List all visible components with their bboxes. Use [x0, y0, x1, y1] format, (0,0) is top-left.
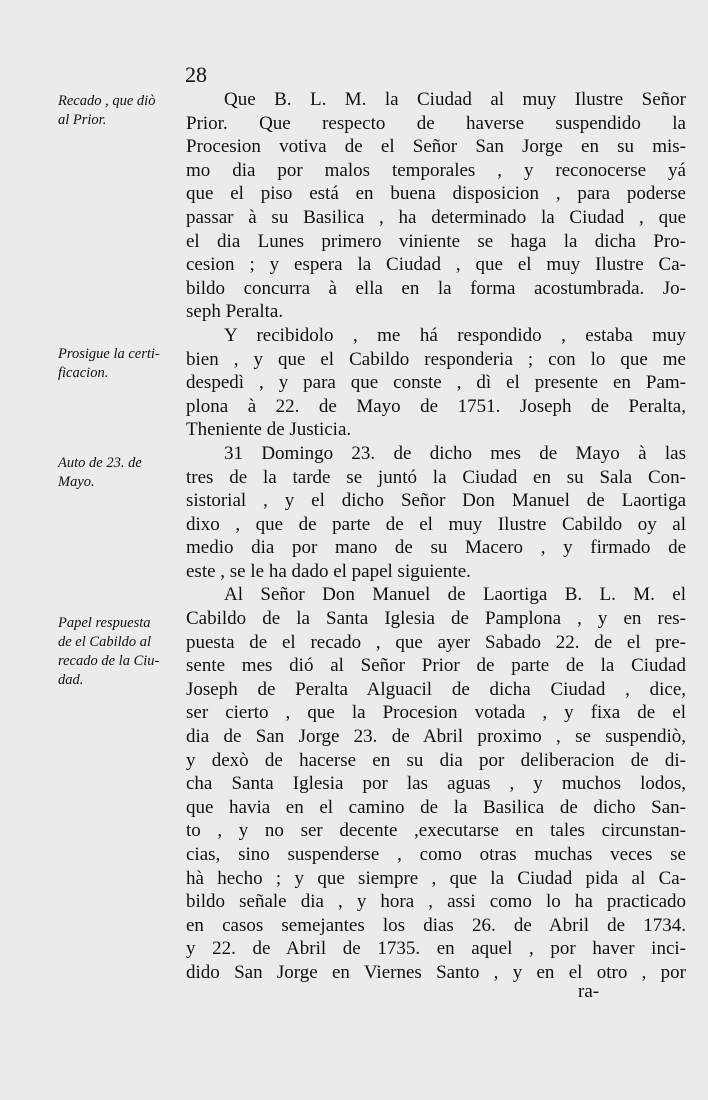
margin-note-recado [58, 92, 180, 130]
text-line: Prior. Que respecto de haverse suspendido la [186, 112, 686, 134]
text-line: y dexò de hacerse en su dia por deliberacion de di- [186, 749, 686, 771]
margin-note-line: Mayo. [58, 474, 95, 490]
text-line: que havia en el camino de la Basilica de dicho San- [186, 796, 686, 818]
text-line: bildo señale dia , y hora , assi como lo ha practicado [186, 891, 686, 913]
margin-note-line: Prosigue la certi- [58, 346, 160, 362]
text-line: cesion ; y espera la Ciudad , que el muy Ilustre Ca- [186, 254, 686, 276]
margin-note-line: ficacion. [58, 365, 109, 381]
text-line: mo dia por malos temporales , y reconocerse yá [186, 159, 686, 181]
text-line: seph Peralta. [186, 301, 284, 323]
text-line: cha Santa Iglesia por las aguas , y muchos lodos, [186, 773, 686, 795]
text-line: Cabildo de la Santa Iglesia de Pamplona , y en res- [186, 608, 686, 630]
text-line: en casos semejantes los dias 26. de Abril de 1734. [186, 914, 686, 936]
margin-note-line: Papel respuesta [58, 615, 151, 631]
text-line: Que B. L. M. la Ciudad al muy Ilustre Señor [224, 89, 686, 110]
text-line: dixo , que de parte de el muy Ilustre Cabildo oy al [186, 513, 686, 535]
body-text [186, 88, 686, 985]
margin-note-line: Auto de 23. de [58, 455, 142, 471]
text-line: Joseph de Peralta Alguacil de dicha Ciudad , dice, [186, 678, 686, 700]
text-line: Al Señor Don Manuel de Laortiga B. L. M. el [224, 584, 686, 606]
text-line: dia de San Jorge 23. de Abril proximo , se suspendiò, [186, 726, 686, 748]
text-line: puesta de el recado , que ayer Sabado 22. de el pre- [186, 631, 686, 653]
text-line: Procesion votiva de el Señor San Jorge en su mis- [186, 136, 686, 158]
text-line: Y recibidolo , me há respondido , estaba muy [224, 324, 686, 346]
margin-note-auto [58, 454, 180, 492]
text-line: plona à 22. de Mayo de 1751. Joseph de Peralta, [186, 395, 686, 417]
text-line: medio dia por mano de su Macero , y firmado de [186, 537, 686, 559]
text-line: el dia Lunes primero viniente se haga la dicha Pro- [186, 230, 686, 252]
text-line: 31 Domingo 23. de dicho mes de Mayo à las [224, 442, 686, 464]
text-line: sistorial , y el dicho Señor Don Manuel de Laortiga [186, 490, 686, 512]
text-line: despedì , y para que conste , dì el presente en Pam- [186, 372, 686, 394]
text-line: dido San Jorge en Viernes Santo , y en el otro , por [186, 961, 686, 983]
text-line: cias, sino suspenderse , como otras muchas veces se [186, 844, 686, 865]
text-line: to , y no ser decente ,executarse en tales circunstan- [186, 820, 686, 842]
margin-note-papel [58, 614, 180, 690]
margin-note-prosigue [58, 345, 180, 383]
text-line: tres de la tarde se juntó la Ciudad en su Sala Con- [186, 466, 686, 488]
text-line: Theniente de Justicia. [186, 419, 352, 441]
text-line: que el piso está en buena disposicion , para poderse [186, 183, 686, 205]
margin-note-line: dad. [58, 672, 84, 688]
catchword: ra- [578, 981, 600, 1002]
text-line: bildo concurra à ella en la forma acostumbrada. Jo- [186, 277, 686, 299]
text-line: ser cierto , que la Procesion votada , y fixa de el [186, 702, 686, 724]
margin-note-line: recado de la Ciu- [58, 653, 160, 669]
text-line: hà hecho ; y que siempre , que la Ciudad pida al Ca- [186, 867, 686, 889]
text-line: sente mes dió al Señor Prior de parte de la Ciudad [186, 655, 686, 677]
text-line: passar à su Basilica , ha determinado la Ciudad , que [186, 206, 686, 228]
text-line: y 22. de Abril de 1735. en aquel , por haver inci- [186, 938, 686, 960]
text-line: bien , y que el Cabildo responderia ; con lo que me [186, 348, 686, 370]
margin-note-line: al Prior. [58, 112, 107, 128]
margin-note-line: de el Cabildo al [58, 634, 152, 650]
page-number: 28 [185, 62, 207, 87]
margin-note-line: Recado , que diò [58, 93, 156, 109]
text-line: este , se le ha dado el papel siguiente. [186, 560, 471, 582]
